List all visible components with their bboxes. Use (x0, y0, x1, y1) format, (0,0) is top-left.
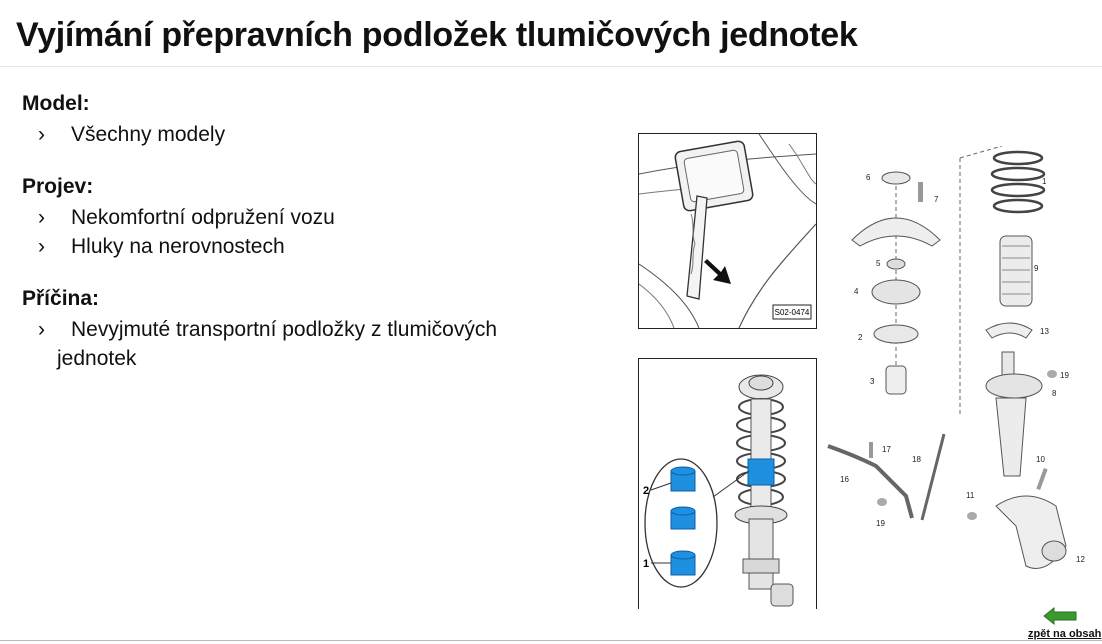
part-label-9: 9 (1034, 264, 1039, 273)
part-label-11: 11 (966, 491, 975, 500)
spacer-label-2: 2 (643, 485, 650, 497)
part-label-1: 1 (1042, 177, 1047, 186)
figure-strut-spacers (638, 358, 817, 609)
section-pricina (22, 287, 622, 373)
section-heading: Model: (22, 92, 90, 115)
list-item: › Nekomfortní odpružení vozu (22, 203, 622, 232)
section-projev (22, 175, 622, 261)
part-label-12: 12 (1076, 555, 1085, 564)
list-item: › Všechny modely (22, 120, 622, 149)
bullet-list (22, 203, 622, 261)
back-to-contents-link[interactable] (1028, 606, 1100, 642)
text-content (22, 92, 622, 399)
list-item: › Hluky na nerovnostech (22, 232, 622, 261)
strut-spacers-illustration (639, 359, 816, 609)
section-model (22, 92, 622, 149)
page-title: Vyjímání přepravních podložek tlumičových jednotek (16, 16, 858, 54)
exploded-suspension-illustration (826, 146, 1088, 586)
figure-code: S02-0474 (774, 308, 810, 317)
list-item-line: Nevyjmuté transportní podložky z tlumičových (71, 318, 497, 341)
part-label-6: 6 (866, 173, 871, 182)
part-label-10: 10 (1036, 455, 1045, 464)
part-label-16: 16 (840, 475, 849, 484)
part-label-5: 5 (876, 259, 881, 268)
part-label-4: 4 (854, 287, 859, 296)
part-label-13: 13 (1040, 327, 1049, 336)
part-label-2: 2 (858, 333, 863, 342)
section-heading: Příčina: (22, 287, 100, 310)
section-heading: Projev: (22, 175, 94, 198)
part-label-3: 3 (870, 377, 875, 386)
list-item (22, 315, 591, 373)
part-label-7: 7 (934, 195, 939, 204)
figure-car-interior (638, 133, 817, 329)
part-label-18: 18 (912, 455, 921, 464)
figure-exploded-suspension (826, 146, 1088, 586)
bullet-list (22, 315, 622, 373)
car-interior-illustration (639, 134, 816, 328)
spacer-label-1: 1 (643, 558, 650, 570)
back-to-contents-label[interactable]: zpět na obsah (1028, 628, 1102, 640)
part-label-8: 8 (1052, 389, 1057, 398)
title-divider (0, 66, 1102, 67)
green-arrow-left-icon[interactable] (1042, 606, 1078, 626)
part-label-17: 17 (882, 445, 891, 454)
list-item-line-continued: jednotek (57, 347, 137, 370)
part-label-19b: 19 (1060, 371, 1069, 380)
part-label-19a: 19 (876, 519, 885, 528)
bottom-divider (0, 640, 1102, 641)
bullet-list (22, 120, 622, 149)
